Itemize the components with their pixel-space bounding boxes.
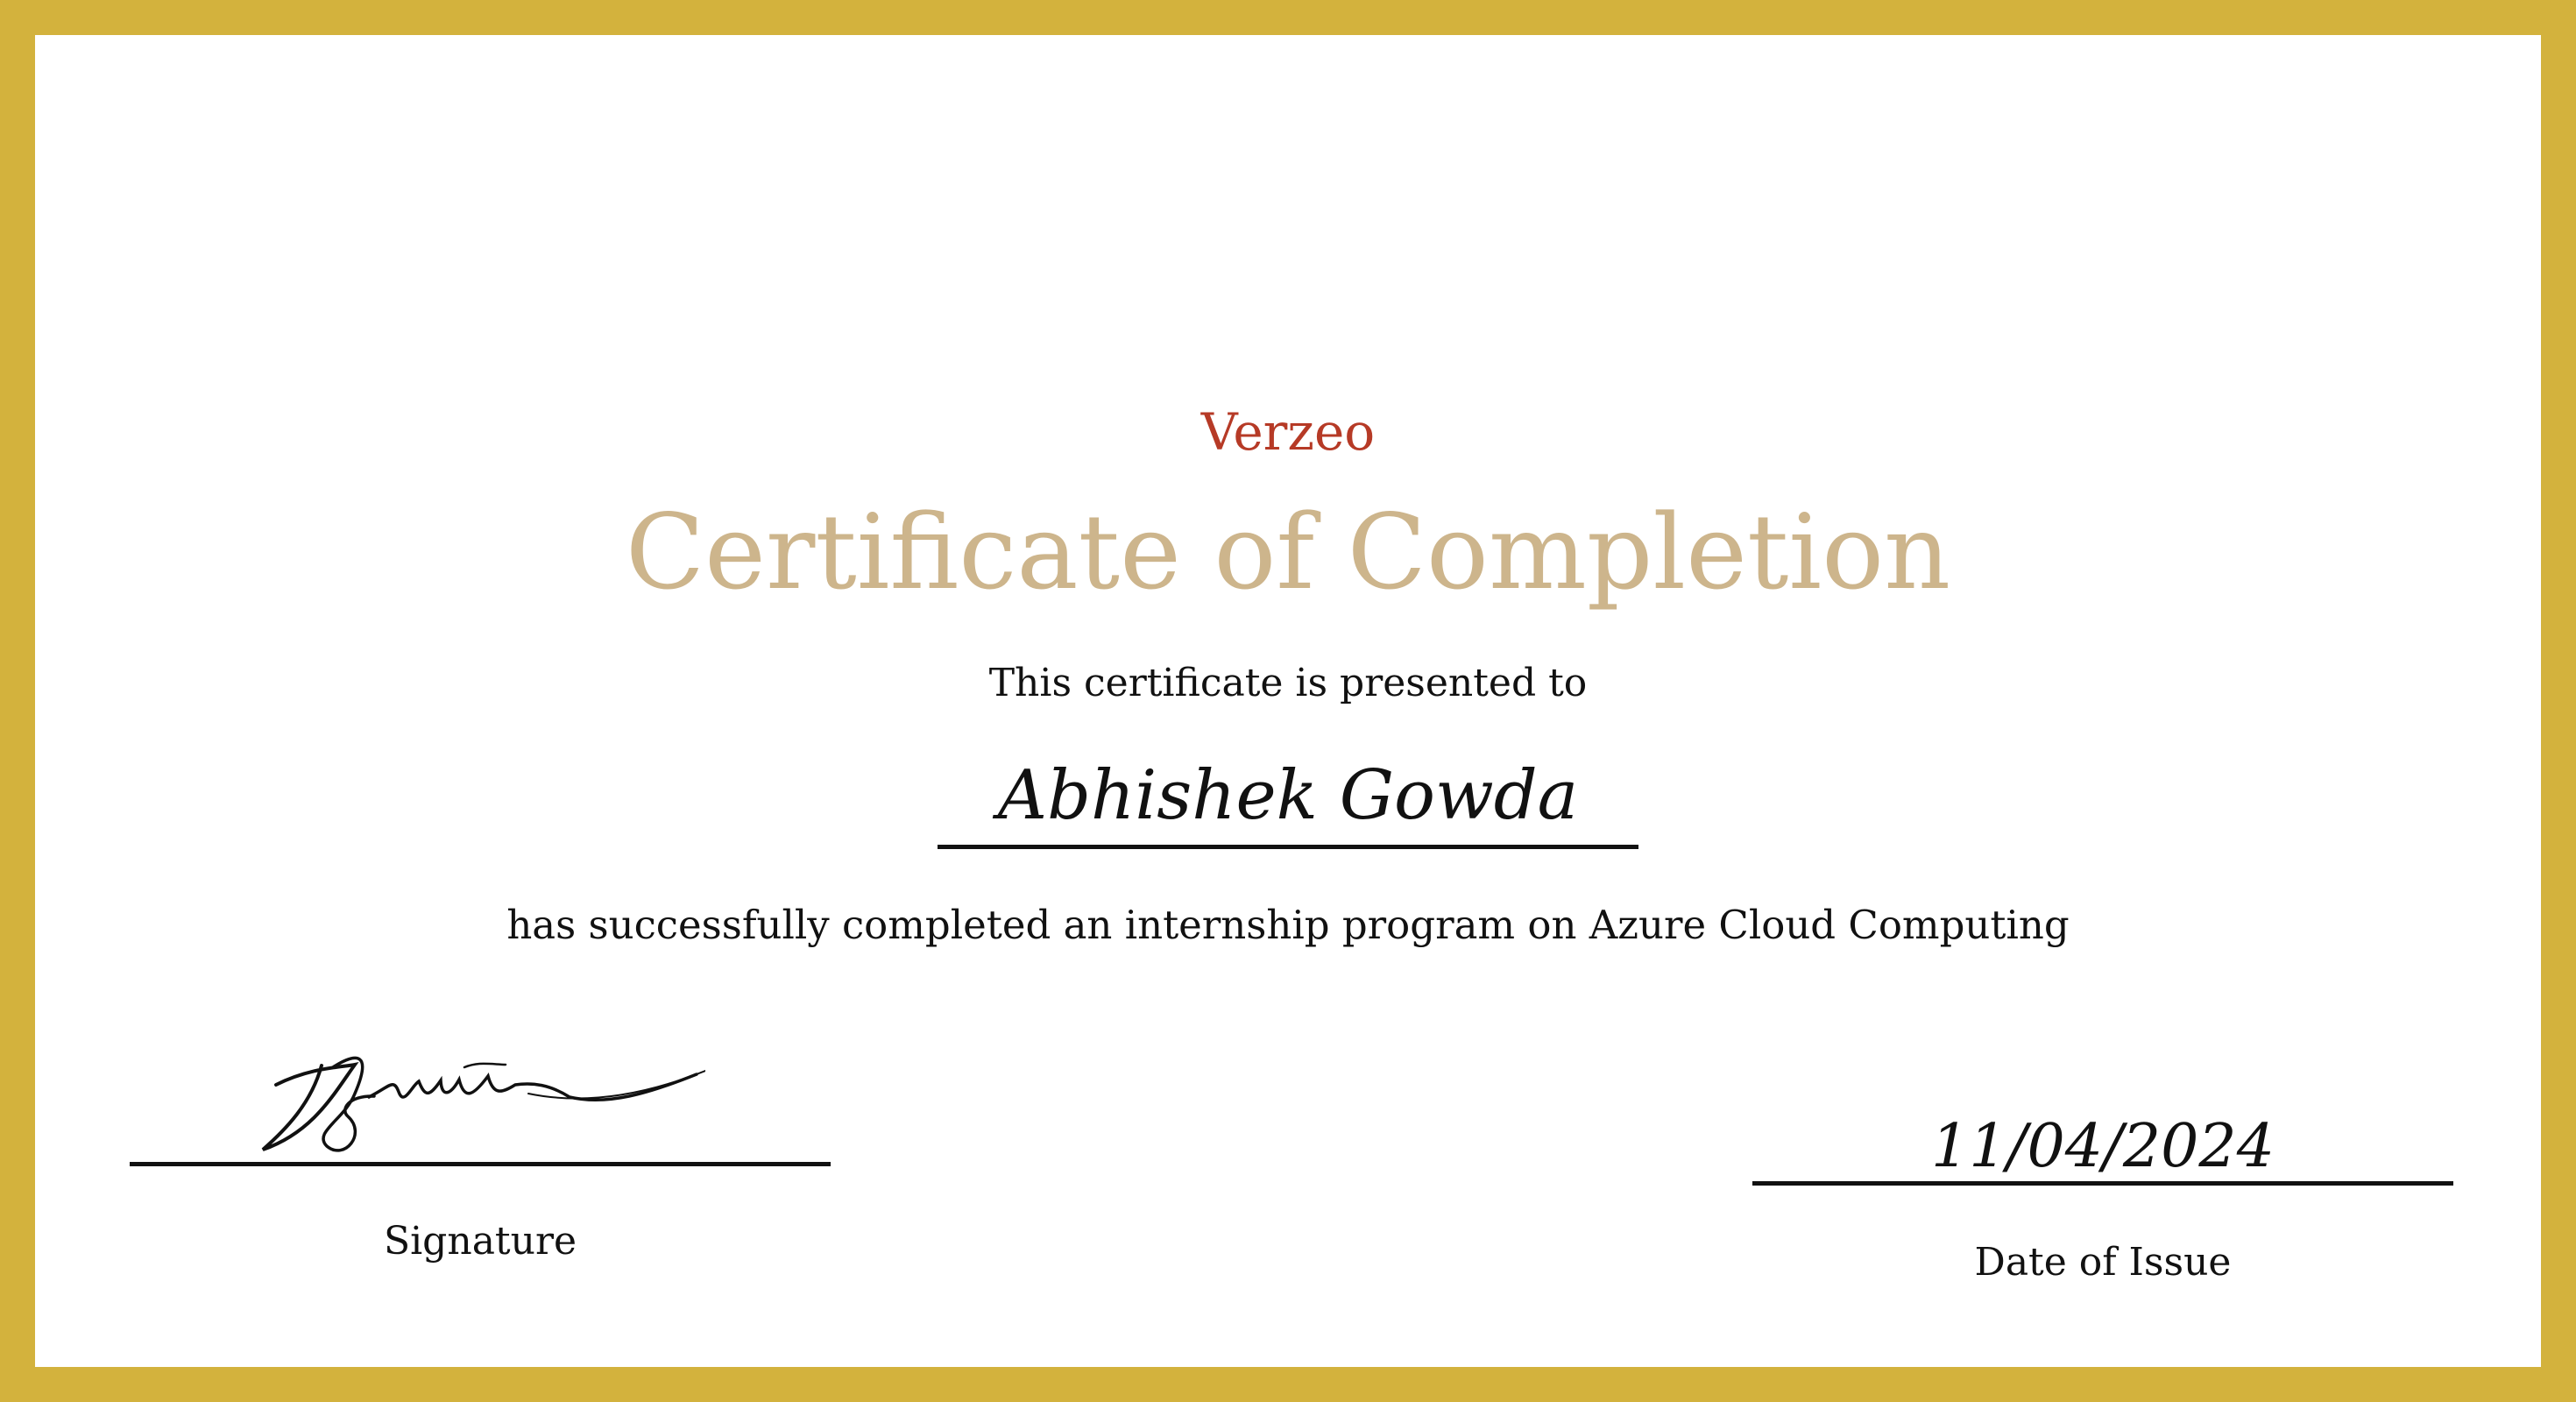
signature-line [130,1162,831,1166]
issuer-name: Verzeo [1200,402,1376,462]
issue-date: 11/04/2024 [1931,1112,2275,1181]
date-of-issue-label: Date of Issue [1974,1240,2232,1285]
signature-label: Signature [383,1219,577,1264]
signature-mark [250,1034,705,1174]
presented-to-label: This certificate is presented to [988,661,1588,705]
recipient-underline [938,845,1638,849]
date-line [1752,1181,2453,1186]
completion-statement: has successfully completed an internship program on Azure Cloud Computing [506,902,2070,948]
certificate-title: Certificate of Completion [625,492,1951,612]
recipient-name: Abhishek Gowda [997,756,1579,835]
